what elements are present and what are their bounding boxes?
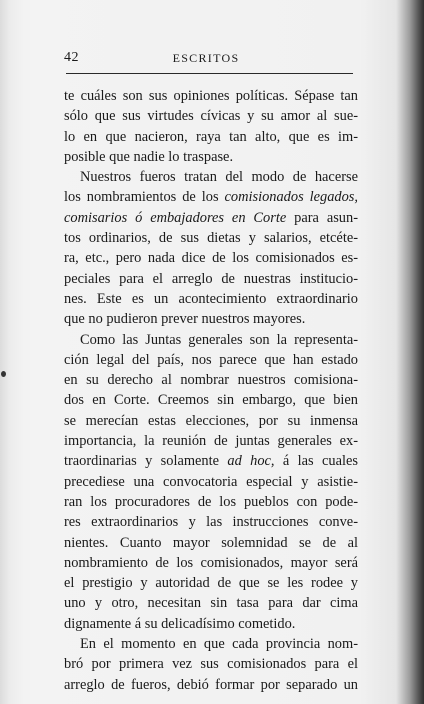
- text-line: dignamente á su delicadísimo cometido.: [64, 615, 296, 632]
- text-line: se merecían estas elecciones, por su inmensa: [64, 412, 358, 429]
- page-number: 42: [64, 50, 79, 65]
- paragraph: [64, 634, 358, 695]
- text-line: que no pudieron prever nuestros mayores.: [64, 311, 306, 328]
- text-line: tos ordinarios, de sus dietas y salarios, etcéte-: [64, 230, 358, 247]
- text-line: comisarios ó embajadores en Corte para asun-: [64, 209, 358, 226]
- text-line: dos en Corte. Creemos sin embargo, que bien: [64, 392, 358, 409]
- text-line: ra, etc., pero nada dice de los comisionados es-: [64, 250, 358, 267]
- text-line: nombramiento de los comisionados, mayor será: [64, 554, 358, 571]
- paragraph: [64, 86, 358, 167]
- margin-mark: [1, 371, 6, 377]
- text-line: posible que nadie lo traspase.: [64, 148, 234, 165]
- body-text: [64, 86, 358, 695]
- text-line: los nombramientos de los comisionados legados,: [64, 189, 358, 206]
- italic-phrase: comisarios ó embajadores en Corte: [64, 209, 287, 226]
- text-line: importancia, la reunión de juntas generales ex-: [64, 433, 358, 450]
- header-rule: [66, 73, 353, 74]
- text-line: nes. Este es un acontecimiento extraordinario: [64, 290, 358, 307]
- text-line: lo en que nacieron, raya tan alto, que es im-: [64, 128, 358, 145]
- text-line: sólo que sus virtudes cívicas y su amor al sue-: [64, 108, 358, 125]
- text-line: traordinarias y solamente ad hoc, á las cuales: [64, 453, 358, 470]
- text-line: te cuáles son sus opiniones políticas. Sépase tan: [64, 88, 358, 104]
- text-line: uno y otro, necesitan sin tasa para dar cima: [64, 595, 358, 612]
- text-line: precediese una convocatoria especial y asistie-: [64, 473, 358, 490]
- text-line: Nuestros fueros tratan del modo de hacerse: [80, 169, 358, 186]
- running-title: ESCRITOS: [172, 51, 240, 65]
- text-line: En el momento en que cada provincia nom-: [80, 636, 358, 653]
- text-line: arreglo de fueros, debió formar por separado un: [64, 676, 358, 693]
- text-line: ción legal del país, nos parece que han estado: [64, 351, 358, 368]
- italic-phrase: comisionados legados,: [224, 189, 358, 206]
- text-line: Como las Juntas generales son la representa-: [80, 331, 358, 348]
- text-line: nientes. Cuanto mayor solemnidad se de al: [64, 534, 358, 551]
- text-line: ran los procuradores de los pueblos con pode-: [64, 493, 358, 510]
- text-line: en su derecho al nombrar nuestros comisiona-: [64, 372, 358, 389]
- paragraph: [64, 167, 358, 329]
- text-line: peciales para el arreglo de nuestras institucio-: [64, 270, 358, 287]
- text-line: res extraordinarios y las instrucciones conve-: [64, 514, 358, 531]
- text-line: el prestigio y autoridad de que se les rodee y: [64, 575, 358, 592]
- italic-phrase: ad hoc,: [227, 453, 275, 470]
- paragraph: [64, 330, 358, 634]
- page-header: [56, 50, 356, 72]
- text-line: bró por primera vez sus comisionados para el: [64, 656, 358, 673]
